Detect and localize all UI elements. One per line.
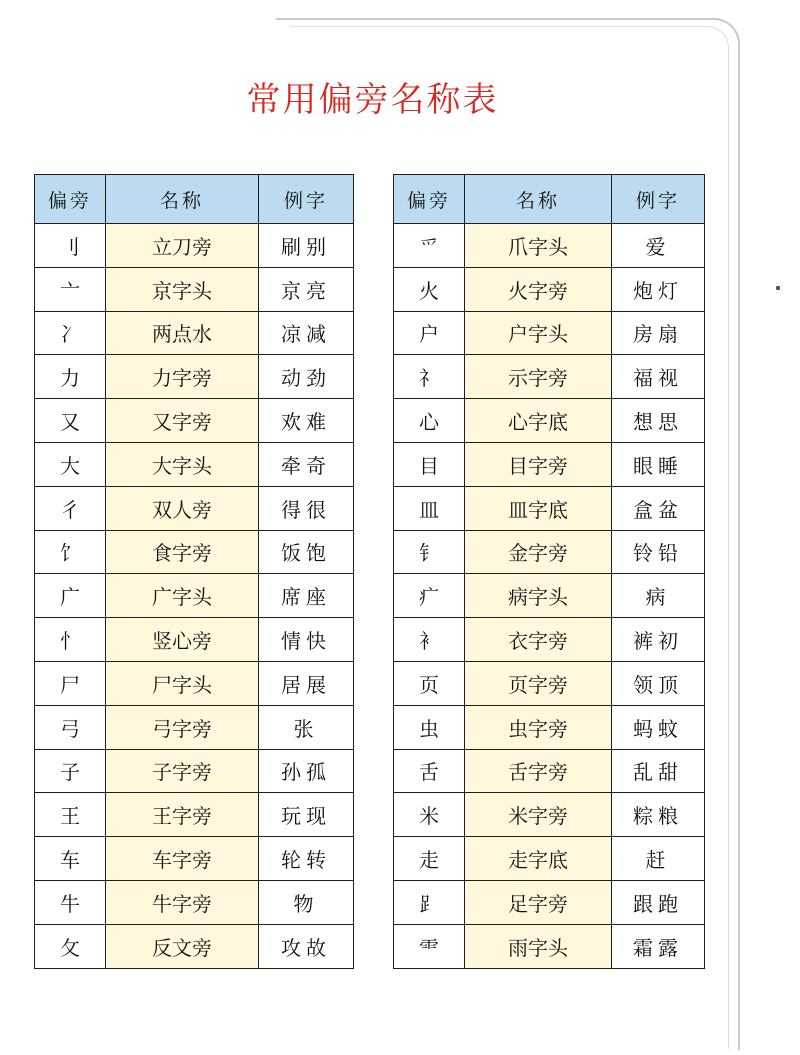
radical-cell: 目 [394,442,465,486]
radical-cell: 彳 [35,486,106,530]
name-cell: 尸字头 [106,661,259,705]
table-row [35,574,354,618]
radical-cell: 疒 [394,574,465,618]
name-cell: 示字旁 [465,355,612,399]
table-row [394,837,705,881]
table-row [35,267,354,311]
examples-cell: 凉减 [259,311,354,355]
name-cell: 衣字旁 [465,618,612,662]
table-row [35,224,354,268]
table-body-right [394,224,705,969]
examples-cell: 欢难 [259,399,354,443]
name-cell: 病字头 [465,574,612,618]
examples-cell: 情快 [259,618,354,662]
name-cell: 弓字旁 [106,705,259,749]
name-cell: 舌字旁 [465,749,612,793]
radical-cell: 亠 [35,267,106,311]
examples-cell: 蚂蚊 [612,705,705,749]
table-row [394,311,705,355]
name-cell: 京字头 [106,267,259,311]
examples-cell: 想思 [612,399,705,443]
name-cell: 大字头 [106,442,259,486]
table-row [394,530,705,574]
name-cell: 页字旁 [465,661,612,705]
radical-cell: 大 [35,442,106,486]
examples-cell: 居展 [259,661,354,705]
radical-cell: 王 [35,793,106,837]
header-radical: 偏旁 [394,175,465,224]
radical-cell: 户 [394,311,465,355]
examples-cell: 动劲 [259,355,354,399]
examples-cell: 攻故 [259,924,354,968]
examples-cell: 眼睡 [612,442,705,486]
examples-cell: 粽粮 [612,793,705,837]
radical-cell: 虫 [394,705,465,749]
examples-cell: 牵奇 [259,442,354,486]
examples-cell: 席座 [259,574,354,618]
examples-cell: 得很 [259,486,354,530]
radical-table-right [393,174,705,969]
radical-cell: 尸 [35,661,106,705]
table-row [35,837,354,881]
name-cell: 双人旁 [106,486,259,530]
table-row [394,749,705,793]
radical-cell: 冫 [35,311,106,355]
name-cell: 爪字头 [465,224,612,268]
name-cell: 力字旁 [106,355,259,399]
table-row [394,355,705,399]
examples-cell: 跟跑 [612,880,705,924]
radical-cell: 广 [35,574,106,618]
name-cell: 心字底 [465,399,612,443]
name-cell: 立刀旁 [106,224,259,268]
examples-cell: 京亮 [259,267,354,311]
examples-cell: 物 [259,880,354,924]
table-row [35,399,354,443]
table-row [35,355,354,399]
radical-cell: 力 [35,355,106,399]
table-row [35,311,354,355]
name-cell: 食字旁 [106,530,259,574]
table-header-row [35,175,354,224]
table-body-left [35,224,354,969]
name-cell: 走字底 [465,837,612,881]
table-row [35,705,354,749]
table-row [394,486,705,530]
name-cell: 两点水 [106,311,259,355]
table-row [35,442,354,486]
examples-cell: 铃铅 [612,530,705,574]
name-cell: 户字头 [465,311,612,355]
radical-cell: 刂 [35,224,106,268]
radical-cell: ⻊ [394,880,465,924]
table-row [394,618,705,662]
examples-cell: 爱 [612,224,705,268]
examples-cell: 玩现 [259,793,354,837]
examples-cell: 赶 [612,837,705,881]
radical-cell: 礻 [394,355,465,399]
examples-cell: 孙孤 [259,749,354,793]
examples-cell: 轮转 [259,837,354,881]
name-cell: 雨字头 [465,924,612,968]
examples-cell: 张 [259,705,354,749]
examples-cell: 盒盆 [612,486,705,530]
radical-cell: 饣 [35,530,106,574]
radical-table-left [34,174,354,969]
table-row [35,924,354,968]
name-cell: 反文旁 [106,924,259,968]
name-cell: 目字旁 [465,442,612,486]
name-cell: 虫字旁 [465,705,612,749]
radical-cell: 页 [394,661,465,705]
name-cell: 子字旁 [106,749,259,793]
table-row [35,793,354,837]
examples-cell: 福视 [612,355,705,399]
examples-cell: 领顶 [612,661,705,705]
table-row [394,880,705,924]
name-cell: 又字旁 [106,399,259,443]
radical-cell: 忄 [35,618,106,662]
table-row [394,793,705,837]
radical-cell: 走 [394,837,465,881]
header-name: 名称 [465,175,612,224]
header-name: 名称 [106,175,259,224]
radical-cell: 车 [35,837,106,881]
name-cell: 金字旁 [465,530,612,574]
examples-cell: 饭饱 [259,530,354,574]
examples-cell: 炮灯 [612,267,705,311]
radical-cell: 皿 [394,486,465,530]
name-cell: 牛字旁 [106,880,259,924]
table-row [394,224,705,268]
page-title: 常用偏旁名称表 [246,80,499,120]
table-row [394,924,705,968]
name-cell: 足字旁 [465,880,612,924]
examples-cell: 刷别 [259,224,354,268]
name-cell: 竖心旁 [106,618,259,662]
table-row [394,399,705,443]
radical-cell: 米 [394,793,465,837]
radical-cell: 衤 [394,618,465,662]
table-row [394,705,705,749]
table-row [394,574,705,618]
radical-cell: 牛 [35,880,106,924]
examples-cell: 霜露 [612,924,705,968]
examples-cell: 裤初 [612,618,705,662]
name-cell: 米字旁 [465,793,612,837]
table-row [35,749,354,793]
table-row [35,486,354,530]
radical-cell: 弓 [35,705,106,749]
table-row [35,530,354,574]
table-row [394,267,705,311]
radical-cell: ⻗ [394,924,465,968]
radical-cell: 舌 [394,749,465,793]
header-radical: 偏旁 [35,175,106,224]
examples-cell: 乱甜 [612,749,705,793]
radical-cell: 钅 [394,530,465,574]
name-cell: 广字头 [106,574,259,618]
header-examples: 例字 [259,175,354,224]
name-cell: 王字旁 [106,793,259,837]
table-row [394,442,705,486]
name-cell: 火字旁 [465,267,612,311]
radical-cell: 攵 [35,924,106,968]
table-row [394,661,705,705]
header-examples: 例字 [612,175,705,224]
radical-cell: 爫 [394,224,465,268]
radical-cell: 心 [394,399,465,443]
examples-cell: 房扇 [612,311,705,355]
examples-cell: 病 [612,574,705,618]
name-cell: 皿字底 [465,486,612,530]
radical-cell: 又 [35,399,106,443]
margin-dot [776,286,780,290]
radical-cell: 子 [35,749,106,793]
table-row [35,661,354,705]
name-cell: 车字旁 [106,837,259,881]
table-row [35,880,354,924]
radical-cell: 火 [394,267,465,311]
table-header-row [394,175,705,224]
table-row [35,618,354,662]
